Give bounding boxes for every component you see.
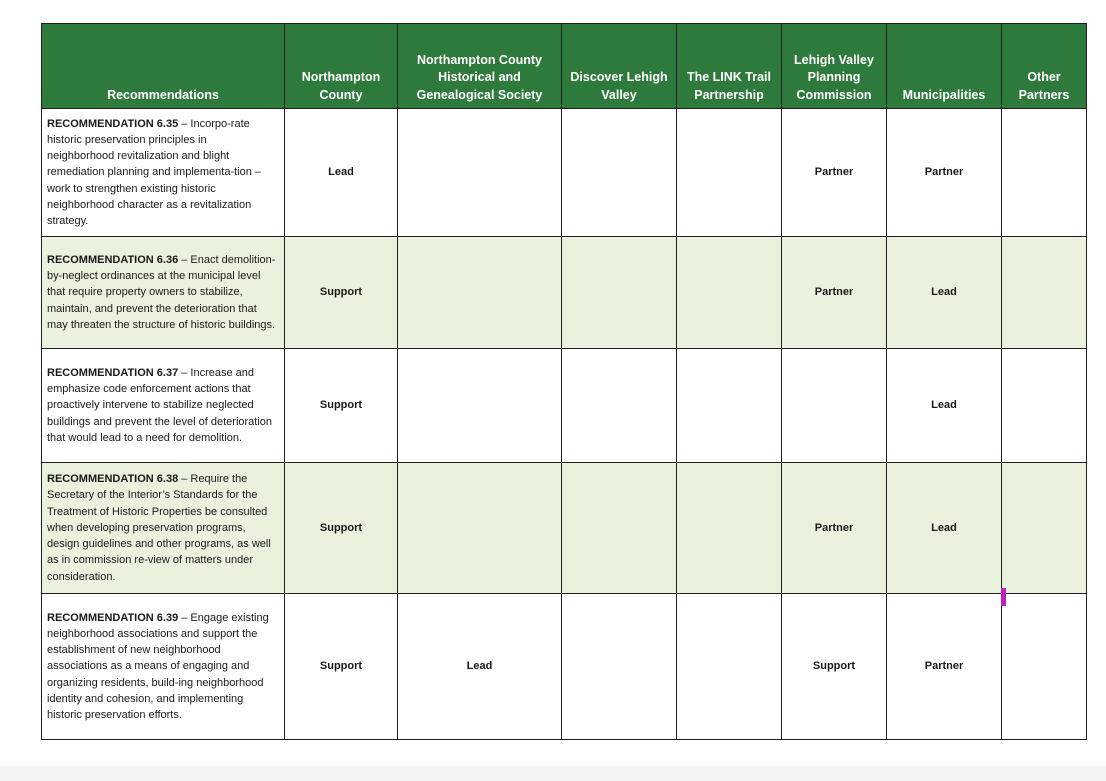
header-historical-society: Northampton County Historical and Genealogical Society — [398, 24, 562, 109]
role-discover-lehigh-valley — [562, 109, 677, 237]
role-link-trail-partnership — [677, 109, 782, 237]
header-recommendations: Recommendations — [42, 24, 285, 109]
recommendation-text: – Engage existing neighborhood associations and support the establishment of new neighborhood associations as a means of engaging and organizing residents, build-ing neighborhood identity and cohesion, and implementing historic preservation efforts. — [47, 611, 269, 721]
role-planning-commission: Partner — [782, 237, 887, 349]
role-link-trail-partnership — [677, 463, 782, 594]
recommendation-text: – Enact demolition-by-neglect ordinances at the municipal level that require property owners to stabilize, maintain, and prevent the deterioration that may threaten the structure of historic buildings. — [47, 253, 276, 331]
role-link-trail-partnership — [677, 594, 782, 740]
recommendation-text: – Require the Secretary of the Interior’s Standards for the Treatment of Historic Properties be consulted when developing preservation programs, design guidelines and other programs, as well as in commission re-view of matters under consideration. — [47, 473, 271, 583]
role-northampton-county: Support — [285, 594, 398, 740]
header-municipalities: Municipalities — [887, 24, 1002, 109]
role-municipalities: Lead — [887, 463, 1002, 594]
recommendation-text: – Increase and emphasize code enforcement actions that proactively intervene to stabilize neglected buildings and prevent the level of deterioration that would lead to a need for demolition. — [47, 366, 273, 444]
recommendation-text: – Incorpo-rate historic preservation principles in neighborhood revitalization and blight remediation planning and implementa-tion – work to strengthen existing historic neighborhood character as a revitalization strategy. — [47, 117, 262, 227]
role-historical-society: Lead — [398, 594, 562, 740]
role-municipalities: Partner — [887, 109, 1002, 237]
role-other-partners — [1002, 349, 1087, 463]
header-planning-commission: Lehigh Valley Planning Commission — [782, 24, 887, 109]
role-planning-commission: Support — [782, 594, 887, 740]
role-planning-commission: Partner — [782, 109, 887, 237]
role-historical-society — [398, 109, 562, 237]
recommendation-title: RECOMMENDATION 6.37 — [47, 366, 179, 379]
table-row — [42, 463, 1087, 594]
role-historical-society — [398, 237, 562, 349]
table-row — [42, 237, 1087, 349]
recommendation-cell — [42, 463, 285, 594]
table-row — [42, 109, 1087, 237]
recommendation-cell — [42, 349, 285, 463]
header-other-partners: Other Partners — [1002, 24, 1087, 109]
recommendation-title: RECOMMENDATION 6.35 — [47, 117, 179, 130]
header-discover-lehigh-valley: Discover Lehigh Valley — [562, 24, 677, 109]
role-other-partners — [1002, 463, 1087, 594]
role-northampton-county: Support — [285, 463, 398, 594]
role-other-partners — [1002, 237, 1087, 349]
role-northampton-county: Lead — [285, 109, 398, 237]
role-other-partners — [1002, 594, 1087, 740]
recommendation-title: RECOMMENDATION 6.39 — [47, 611, 179, 624]
role-municipalities: Lead — [887, 349, 1002, 463]
table-row — [42, 594, 1087, 740]
role-historical-society — [398, 463, 562, 594]
role-link-trail-partnership — [677, 349, 782, 463]
table-row — [42, 349, 1087, 463]
role-discover-lehigh-valley — [562, 237, 677, 349]
recommendations-matrix-table — [41, 23, 1087, 740]
role-discover-lehigh-valley — [562, 594, 677, 740]
role-planning-commission — [782, 349, 887, 463]
role-historical-society — [398, 349, 562, 463]
recommendation-cell — [42, 109, 285, 237]
role-other-partners — [1002, 109, 1087, 237]
role-northampton-county: Support — [285, 349, 398, 463]
recommendation-cell — [42, 237, 285, 349]
header-northampton-county: Northampton County — [285, 24, 398, 109]
recommendation-title: RECOMMENDATION 6.36 — [47, 253, 179, 266]
role-municipalities: Partner — [887, 594, 1002, 740]
recommendation-cell — [42, 594, 285, 740]
role-municipalities: Lead — [887, 237, 1002, 349]
role-discover-lehigh-valley — [562, 349, 677, 463]
page-bottom-strip — [0, 766, 1106, 781]
header-link-trail-partnership: The LINK Trail Partnership — [677, 24, 782, 109]
table-header-row — [42, 24, 1087, 109]
role-link-trail-partnership — [677, 237, 782, 349]
recommendation-title: RECOMMENDATION 6.38 — [47, 473, 179, 486]
role-northampton-county: Support — [285, 237, 398, 349]
text-cursor-marker — [1001, 588, 1006, 606]
role-planning-commission: Partner — [782, 463, 887, 594]
role-discover-lehigh-valley — [562, 463, 677, 594]
